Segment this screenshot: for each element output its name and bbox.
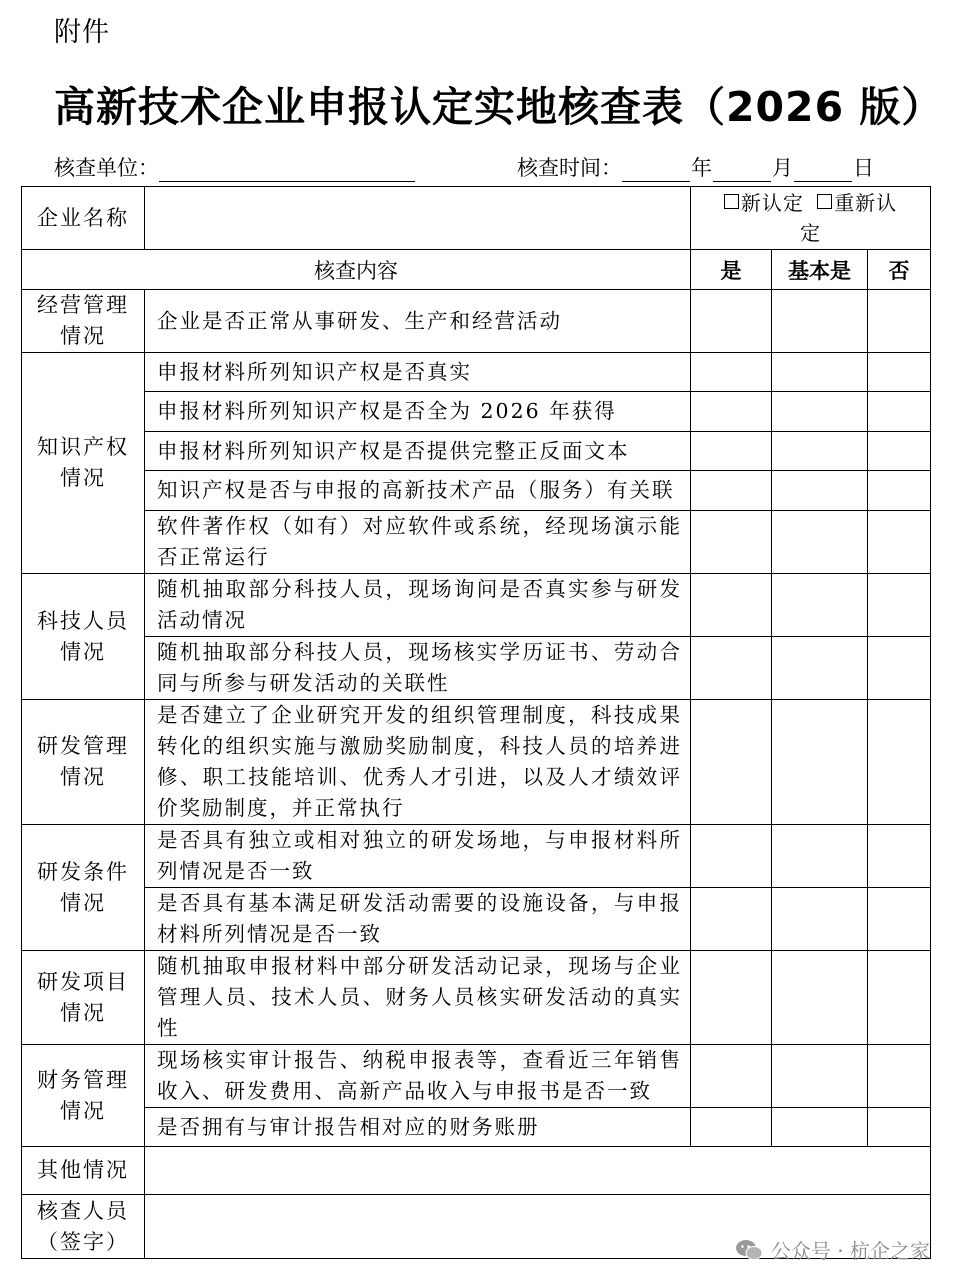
new-checkbox[interactable] — [724, 191, 741, 215]
day-blank[interactable] — [794, 155, 852, 182]
check-item-text: 现场核实审计报告、纳税申报表等，查看近三年销售收入、研发费用、高新产品收入与申报书是否一致 — [145, 1045, 691, 1108]
check-row — [22, 432, 931, 471]
basic-yes-cell[interactable] — [772, 1108, 868, 1147]
inspection-unit-blank[interactable] — [159, 155, 415, 182]
company-name-row — [22, 187, 931, 250]
company-name-label: 企业名称 — [22, 187, 145, 250]
checkbox-icon — [817, 194, 832, 209]
yes-cell[interactable] — [691, 353, 772, 392]
basic-yes-cell[interactable] — [772, 700, 868, 825]
wechat-icon — [735, 1238, 763, 1262]
yes-cell[interactable] — [691, 471, 772, 511]
category-label-line1: 知识产权 — [37, 435, 129, 459]
category-label-line2: 情况 — [60, 466, 106, 490]
category-label — [22, 574, 145, 700]
check-row — [22, 888, 931, 951]
other-value[interactable] — [145, 1147, 931, 1195]
check-row — [22, 353, 931, 392]
inspection-unit-field — [54, 150, 415, 182]
renew-checkbox[interactable] — [817, 191, 834, 215]
check-item-text: 随机抽取部分科技人员，现场核实学历证书、劳动合同与所参与研发活动的关联性 — [145, 637, 691, 700]
category-label-line2: 情况 — [60, 765, 106, 789]
other-row — [22, 1147, 931, 1195]
inspection-time-label: 核查时间： — [517, 156, 622, 180]
yes-cell[interactable] — [691, 511, 772, 574]
basic-yes-cell[interactable] — [772, 392, 868, 432]
signer-label-line2: （签字） — [37, 1229, 129, 1254]
day-label: 日 — [853, 156, 874, 180]
renew-label: 重新认 — [834, 191, 898, 215]
basic-yes-cell[interactable] — [772, 637, 868, 700]
no-cell[interactable] — [868, 825, 931, 888]
renew-label-wrap: 定 — [800, 221, 822, 245]
no-cell[interactable] — [868, 1045, 931, 1108]
category-label-line1: 研发项目 — [37, 969, 129, 994]
no-cell[interactable] — [868, 353, 931, 392]
no-cell[interactable] — [868, 432, 931, 471]
check-row — [22, 1108, 931, 1147]
check-item-text: 是否建立了企业研究开发的组织管理制度，科技成果转化的组织实施与激励奖励制度，科技人员的培养进修、职工技能培训、优秀人才引进，以及人才绩效评价奖励制度，并正常执行 — [145, 700, 691, 825]
category-label-line1: 研发管理 — [37, 734, 129, 758]
basic-yes-cell[interactable] — [772, 432, 868, 471]
basic-yes-cell[interactable] — [772, 1045, 868, 1108]
check-row — [22, 825, 931, 888]
check-item-text: 软件著作权（如有）对应软件或系统，经现场演示能否正常运行 — [145, 511, 691, 574]
yes-cell[interactable] — [691, 700, 772, 825]
check-item-text: 申报材料所列知识产权是否提供完整正反面文本 — [145, 432, 691, 471]
no-cell[interactable] — [868, 392, 931, 432]
check-item-text: 随机抽取申报材料中部分研发活动记录，现场与企业管理人员、技术人员、财务人员核实研发活动的真实性 — [145, 951, 691, 1045]
header-basic-yes: 基本是 — [772, 250, 868, 290]
no-cell[interactable] — [868, 1108, 931, 1147]
yes-cell[interactable] — [691, 432, 772, 471]
company-name-value[interactable] — [145, 187, 691, 250]
check-row — [22, 1045, 931, 1108]
inspection-table — [21, 186, 931, 1259]
basic-yes-cell[interactable] — [772, 825, 868, 888]
header-content: 核查内容 — [22, 250, 691, 290]
month-label: 月 — [772, 156, 793, 180]
attachment-label: 附件 — [54, 17, 110, 48]
category-label-line2: 情况 — [60, 890, 106, 915]
watermark-text: 公众号 · 杭企之家 — [770, 1239, 930, 1263]
basic-yes-cell[interactable] — [772, 290, 868, 353]
basic-yes-cell[interactable] — [772, 888, 868, 951]
check-row — [22, 471, 931, 511]
category-label-line2: 情况 — [60, 1098, 106, 1123]
no-cell[interactable] — [868, 700, 931, 825]
yes-cell[interactable] — [691, 637, 772, 700]
header-yes: 是 — [691, 250, 772, 290]
month-blank[interactable] — [713, 155, 771, 182]
no-cell[interactable] — [868, 511, 931, 574]
signer-label-line1: 核查人员 — [37, 1198, 129, 1223]
category-label — [22, 1045, 145, 1147]
header-no: 否 — [868, 250, 931, 290]
category-label — [22, 353, 145, 574]
check-item-text: 企业是否正常从事研发、生产和经营活动 — [145, 290, 691, 353]
check-row — [22, 511, 931, 574]
check-row — [22, 392, 931, 432]
basic-yes-cell[interactable] — [772, 951, 868, 1045]
no-cell[interactable] — [868, 637, 931, 700]
basic-yes-cell[interactable] — [772, 574, 868, 637]
check-item-text: 是否具有独立或相对独立的研发场地，与申报材料所列情况是否一致 — [145, 825, 691, 888]
category-label-line2: 情况 — [60, 1000, 106, 1025]
check-row — [22, 574, 931, 637]
yes-cell[interactable] — [691, 290, 772, 353]
new-label: 新认定 — [740, 191, 804, 215]
signer-label — [22, 1195, 145, 1259]
basic-yes-cell[interactable] — [772, 511, 868, 574]
year-label: 年 — [691, 156, 712, 180]
yes-cell[interactable] — [691, 825, 772, 888]
no-cell[interactable] — [868, 290, 931, 353]
check-item-text: 随机抽取部分科技人员，现场询问是否真实参与研发活动情况 — [145, 574, 691, 637]
yes-cell[interactable] — [691, 951, 772, 1045]
check-item-text: 是否拥有与审计报告相对应的财务账册 — [145, 1108, 691, 1147]
yes-cell[interactable] — [691, 1045, 772, 1108]
yes-cell[interactable] — [691, 574, 772, 637]
no-cell[interactable] — [868, 888, 931, 951]
watermark — [735, 1235, 930, 1264]
category-label — [22, 700, 145, 825]
recognition-type-cell — [691, 187, 931, 250]
category-label — [22, 290, 145, 353]
check-item-text: 知识产权是否与申报的高新技术产品（服务）有关联 — [145, 471, 691, 511]
category-label — [22, 825, 145, 951]
other-label: 其他情况 — [22, 1147, 145, 1195]
category-label-line1: 科技人员 — [37, 608, 129, 633]
category-label-line2: 情况 — [60, 324, 106, 348]
inspection-unit-label: 核查单位： — [54, 156, 159, 180]
inspection-time-field — [517, 150, 875, 182]
check-row — [22, 637, 931, 700]
year-blank[interactable] — [622, 155, 690, 182]
check-item-text: 申报材料所列知识产权是否真实 — [145, 353, 691, 392]
no-cell[interactable] — [868, 574, 931, 637]
basic-yes-cell[interactable] — [772, 353, 868, 392]
no-cell[interactable] — [868, 471, 931, 511]
category-label-line1: 经营管理 — [37, 293, 129, 317]
check-row — [22, 700, 931, 825]
no-cell[interactable] — [868, 951, 931, 1045]
check-item-text: 申报材料所列知识产权是否全为 2026 年获得 — [145, 392, 691, 432]
basic-yes-cell[interactable] — [772, 471, 868, 511]
category-label-line2: 情况 — [60, 639, 106, 664]
category-label — [22, 951, 145, 1045]
check-item-text: 是否具有基本满足研发活动需要的设施设备，与申报材料所列情况是否一致 — [145, 888, 691, 951]
yes-cell[interactable] — [691, 1108, 772, 1147]
category-label-line1: 财务管理 — [37, 1067, 129, 1092]
page-title: 高新技术企业申报认定实地核查表（2026 版） — [54, 83, 944, 131]
checkbox-icon — [724, 194, 739, 209]
yes-cell[interactable] — [691, 888, 772, 951]
category-label-line1: 研发条件 — [37, 859, 129, 884]
header-row — [22, 250, 931, 290]
check-row — [22, 290, 931, 353]
check-row — [22, 951, 931, 1045]
yes-cell[interactable] — [691, 392, 772, 432]
